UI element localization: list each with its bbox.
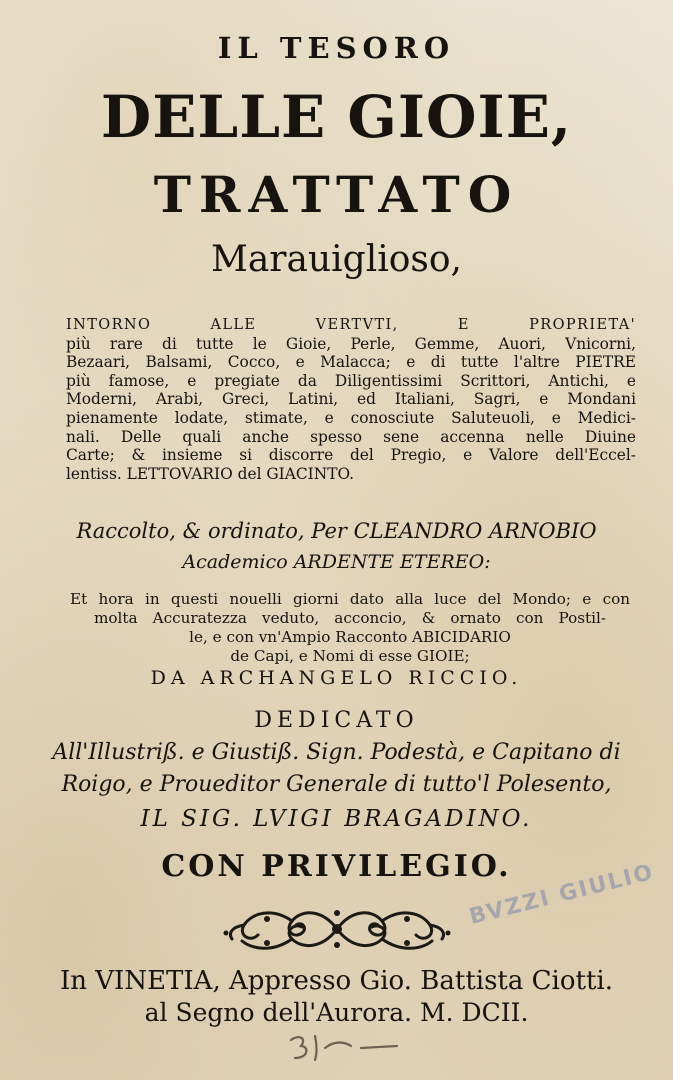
- description-line: Moderni, Arabi, Greci, Latini, ed Italiani, Sagri, e Mondani: [66, 390, 636, 409]
- compiler-line-1: Raccolto, & ordinato, Per CLEANDRO ARNOBIO: [76, 519, 597, 543]
- imprint-line-2: al Segno dell'Aurora. M. DCII.: [144, 998, 529, 1027]
- description-line: INTORNO ALLE VERTVTI, E PROPRIETA': [66, 317, 636, 333]
- description-line: Carte; & insieme si discorre del Pregio, e Valore dell'Eccel-: [66, 446, 636, 465]
- description-line: più rare di tutte le Gioie, Perle, Gemme, Auori, Vnicorni,: [66, 334, 636, 353]
- publication-note-line: molta Accuratezza veduto, acconcio, & ornato con Postil-: [94, 609, 606, 627]
- description-line: nali. Delle quali anche spesso sene accenna nelle Diuine: [66, 427, 636, 446]
- handwritten-mark-icon: [285, 1030, 405, 1064]
- compiler-line-2: Academico ARDENTE ETEREO:: [182, 551, 491, 573]
- dedication-line-3: IL SIG. LVIGI BRAGADINO.: [140, 806, 533, 832]
- description-line: lentiss. LETTOVARIO del GIACINTO.: [66, 464, 355, 483]
- dedication-heading: DEDICATO: [254, 708, 419, 733]
- printers-ornament-icon: [222, 903, 452, 955]
- dedication-line-2: Roigo, e Proueditor Generale di tutto'l Polesento,: [61, 772, 612, 797]
- publication-note: [70, 590, 630, 666]
- author-line: DA ARCHANGELO RICCIO.: [150, 667, 523, 689]
- title-line-2: DELLE GIOIE,: [100, 83, 573, 151]
- library-stamp: BVZZI GIULIO: [466, 859, 657, 930]
- imprint-line-1: In VINETIA, Appresso Gio. Battista Ciotti.: [60, 966, 613, 996]
- description-line: Bezaari, Balsami, Cocco, e Malacca; e di tutte l'altre PIETRE: [66, 353, 636, 372]
- privilege-line: CON PRIVILEGIO.: [161, 849, 512, 884]
- publication-note-line: le, e con vn'Ampio Racconto ABICIDARIO: [189, 628, 511, 646]
- description-paragraph: [66, 316, 636, 483]
- description-line: più famose, e pregiate da Diligentissimi Scrittori, Antichi, e: [66, 371, 636, 390]
- title-line-4: Marauiglioso,: [210, 239, 463, 280]
- title-line-3: TRATTATO: [153, 165, 520, 224]
- title-line-1: IL TESORO: [217, 31, 456, 65]
- publication-note-line: de Capi, e Nomi di esse GIOIE;: [230, 647, 470, 665]
- description-line: pienamente lodate, stimate, e conosciute Saluteuoli, e Medici-: [66, 408, 636, 427]
- publication-note-line: Et hora in questi nouelli giorni dato alla luce del Mondo; e con: [70, 590, 630, 608]
- dedication-line-1: All'Illustriß. e Giustiß. Sign. Podestà, e Capitano di: [52, 740, 621, 765]
